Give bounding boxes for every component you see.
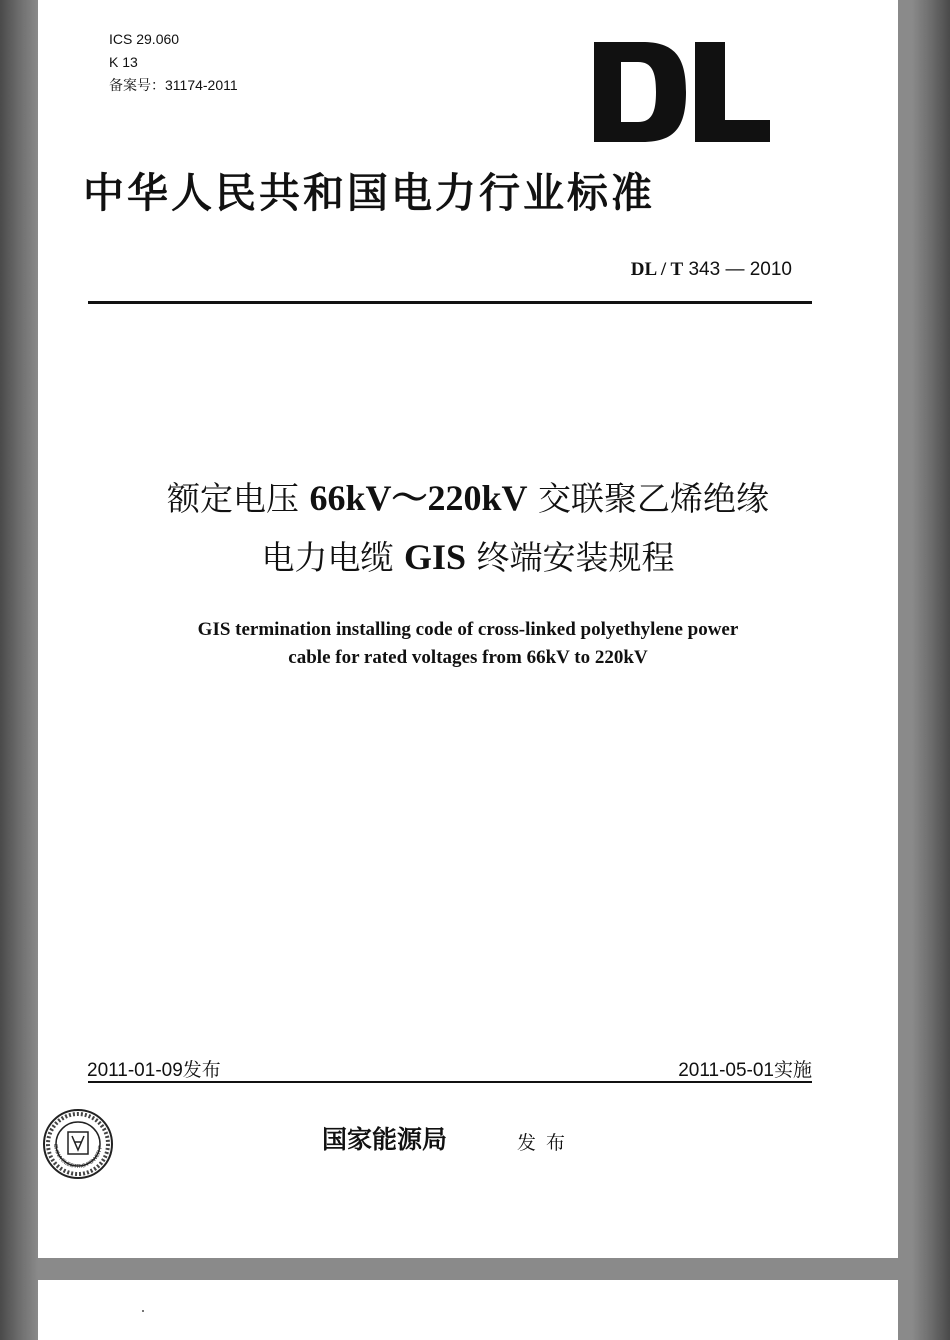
industry-standard-title: 中华人民共和国电力行业标准 bbox=[83, 169, 655, 217]
filing-number: 备案号：31174-2011 bbox=[109, 77, 238, 93]
standard-prefix: DL / T bbox=[630, 259, 684, 280]
standard-code bbox=[631, 259, 792, 281]
title-cn-gis: GIS bbox=[403, 537, 467, 577]
title-cn-part: 交联聚乙烯绝缘 bbox=[527, 479, 770, 518]
title-cn-voltage: 66kV～220kV bbox=[309, 478, 528, 518]
ics-code: ICS 29.060 bbox=[109, 31, 180, 47]
title-cn-part: 终端安装规程 bbox=[466, 538, 675, 577]
top-rule bbox=[88, 301, 812, 304]
title-cn-line-2 bbox=[38, 532, 898, 579]
standard-number: 343 — 2010 bbox=[688, 259, 792, 280]
next-page-edge bbox=[38, 1280, 898, 1340]
classification-block bbox=[109, 28, 238, 97]
cover-page bbox=[38, 0, 898, 1258]
title-cn-part: 额定电压 bbox=[166, 479, 310, 518]
effective-date: 2011-05-01实施 bbox=[678, 1060, 812, 1081]
title-cn-line-1 bbox=[38, 470, 898, 521]
seal-text: CHINA ELECTRIC POWER P bbox=[51, 1143, 104, 1171]
page-speck bbox=[142, 1310, 144, 1312]
class-code: K 13 bbox=[109, 54, 138, 70]
title-cn-part: 电力电缆 bbox=[261, 538, 404, 577]
title-en-line-1: GIS termination installing code of cross-linked polyethylene power bbox=[197, 619, 739, 640]
publisher-seal-icon bbox=[42, 1108, 114, 1180]
title-en-line-2: cable for rated voltages from 66kV to 220kV bbox=[288, 647, 648, 668]
dl-logo bbox=[594, 42, 770, 142]
publish-label: 发布 bbox=[517, 1132, 576, 1154]
issue-date: 2011-01-09发布 bbox=[87, 1060, 221, 1081]
bottom-rule bbox=[88, 1081, 812, 1083]
publisher-name: 国家能源局 bbox=[322, 1125, 448, 1154]
